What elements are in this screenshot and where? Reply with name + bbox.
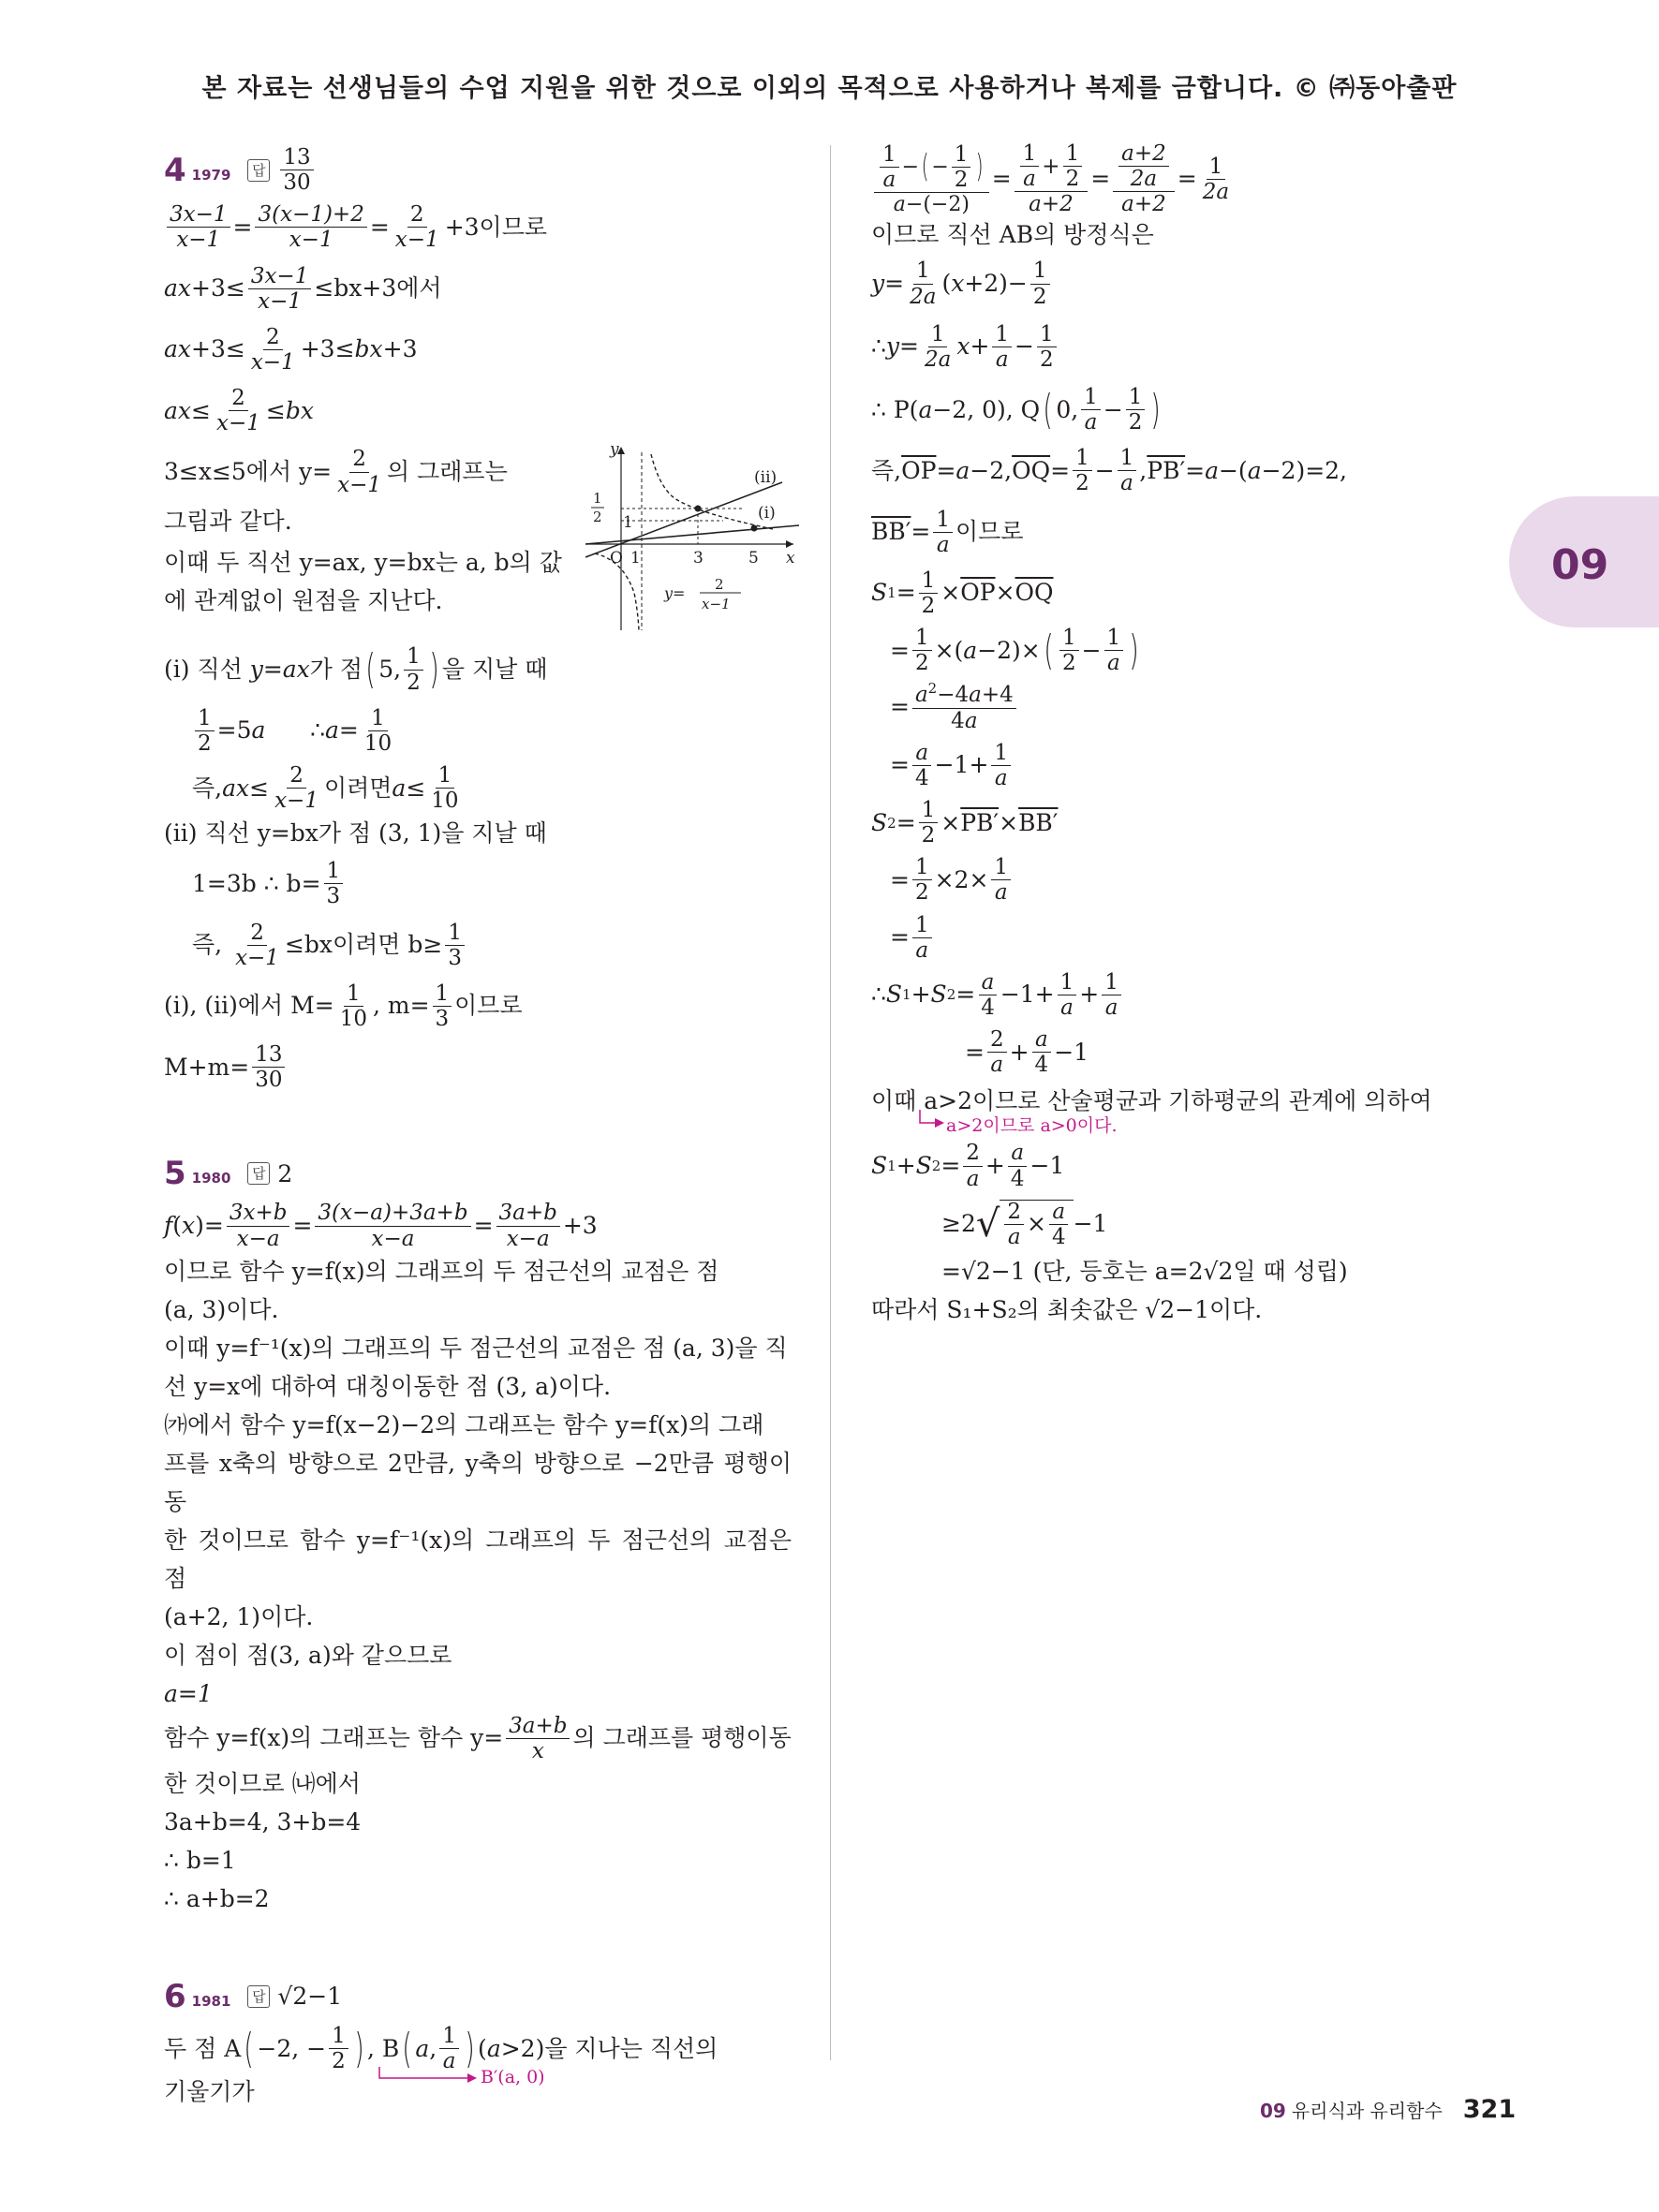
q5-line-4: 이때 y=f⁻¹(x)의 그래프의 두 점근선의 교점은 점 (a, 3)을 직 bbox=[164, 1334, 788, 1362]
graph-half-d: 2 bbox=[593, 509, 602, 526]
footer-chapter: 09 bbox=[1260, 2100, 1286, 2122]
am-gm-note-arrow bbox=[918, 1108, 946, 1132]
q4-para-4: 에 관계없이 원점을 지난다. bbox=[164, 587, 443, 615]
q5-line-7: 프를 x축의 방향으로 2만큼, y축의 방향으로 −2만큼 평행이동 bbox=[164, 1449, 792, 1515]
s1-def: S 1 = $\frac{1}{2}$ × $\overline{OP}$ × $\overline{OQ}$ bbox=[871, 568, 1054, 618]
q4-case-2-eq: 1=3b ∴ b= $\frac{1}{3}$ bbox=[164, 860, 792, 907]
q5-number: 5 bbox=[164, 1155, 186, 1193]
graph-curve-d: x−1 bbox=[702, 596, 731, 613]
am-gm-note: a>2이므로 a>0이다. bbox=[946, 1115, 1118, 1137]
s1-step-1: = $\frac{1}{2}$ ×( a −2)× ( $\frac{1}{2}$ − $\frac{1}{a}$ ) bbox=[890, 626, 1139, 676]
q4-case-1: (i) 직선 y=ax가 점 ( 5, $\frac{1}{2}$ ) 을 지날 때 bbox=[164, 644, 548, 695]
graph-tick-y1: 1 bbox=[623, 513, 633, 533]
page-footer bbox=[1260, 2095, 1516, 2124]
q4-para-1: 3≤x≤5에서 y= $\frac{2}{x-1}$ 의 그래프는 bbox=[164, 447, 508, 497]
slope-calc: $\frac{1}{a}$ − ( − $\frac{1}{2}$ ) a−(−2) = $\frac{1}{a}$ + $\frac{1}{2}$ a+2 = $\frac{\frac{a+2}{2a}}{a+2}$ = $\frac{1}{2a}$ bbox=[871, 142, 1471, 215]
q5-line-1: f ( x )= $\frac{3x+b}{x-a}$ = $\frac{3(x-a)+3a+b}{x-a}$ = $\frac{3a+b}{x-a}$ +3 bbox=[164, 1201, 598, 1251]
s1-step-2: = $\frac{a^2-4a+4}{4a}$ bbox=[871, 682, 1471, 731]
q4-para-3: 이때 두 직선 y=ax, y=bx는 a, b의 값 bbox=[164, 549, 562, 577]
answer-icon: 답 bbox=[247, 1162, 270, 1185]
right-line-2: 이므로 직선 AB의 방정식은 bbox=[871, 221, 1154, 249]
copyright-banner: 본 자료는 선생님들의 수업 지원을 위한 것으로 이외의 목적으로 사용하거나 복제를 금합니다. © ㈜동아출판 bbox=[201, 74, 1458, 103]
left-column bbox=[164, 140, 795, 2110]
column-divider bbox=[830, 145, 831, 2060]
graph-y-label: y bbox=[610, 443, 619, 460]
q4-case-1-then: 즉, ax ≤ $\frac{2}{x-1}$ 이려면 a ≤ $\frac{1}{10}$ bbox=[192, 762, 459, 814]
q6-line-2: 기울기가 bbox=[164, 2078, 255, 2106]
q5-line-13: 한 것이므로 ㈏에서 bbox=[164, 1769, 361, 1797]
q4-line-3: ax +3≤ $\frac{2}{x-1}$ +3≤ bx +3 bbox=[164, 324, 418, 375]
q5-body bbox=[164, 1252, 792, 1918]
q5-line-15: ∴ b=1 bbox=[164, 1846, 236, 1874]
graph-x-label: x bbox=[786, 549, 795, 568]
s2-def: S 2 = $\frac{1}{2}$ × PB′ × BB′ bbox=[871, 797, 1059, 848]
q5-line-2: 이므로 함수 y=f(x)의 그래프의 두 점근선의 교점은 점 bbox=[164, 1257, 719, 1285]
q5-answer: 2 bbox=[277, 1159, 293, 1187]
q6-note: B′(a, 0) bbox=[481, 2067, 545, 2088]
sum-restate: S 1 + S 2 = $\frac{2}{a}$ + $\frac{a}{4}$ −1 bbox=[871, 1141, 1065, 1191]
q4-case-2-then: 즉, $\frac{2}{x-1}$ ≤bx이려면 b≥ $\frac{1}{3}$ bbox=[164, 922, 792, 969]
right-column bbox=[871, 140, 1471, 1329]
q5-line-16: ∴ a+b=2 bbox=[164, 1884, 270, 1912]
q5-line-14: 3a+b=4, 3+b=4 bbox=[164, 1807, 362, 1836]
graph-label-ii: (ii) bbox=[754, 468, 778, 488]
q4-para-2: 그림과 같다. bbox=[164, 508, 292, 536]
answer-icon: 답 bbox=[247, 159, 270, 182]
q6-answer: √2−1 bbox=[277, 1983, 343, 2011]
am-gm-line: 이때 a>2이므로 산술평균과 기하평균의 관계에 의하여 bbox=[871, 1087, 1432, 1115]
q4-graph-block bbox=[164, 443, 795, 640]
q5-line-5: 선 y=x에 대하여 대칭이동한 점 (3, a)이다. bbox=[164, 1372, 612, 1400]
graph-tick-1: 1 bbox=[630, 549, 641, 568]
q5-id: 1980 bbox=[191, 1170, 231, 1187]
line-ab-eq: y = $\frac{1}{2a}$ ( x +2)− $\frac{1}{2}$ bbox=[871, 259, 1471, 307]
sum-step: = $\frac{2}{a}$ + $\frac{a}{4}$ −1 bbox=[965, 1027, 1089, 1078]
am-gm-ineq: ≥2 √ $\frac{2}{a}$ × $\frac{a}{4}$ −1 bbox=[941, 1199, 1108, 1249]
q6-note-arrow bbox=[378, 2065, 481, 2089]
q6-number: 6 bbox=[164, 1977, 186, 2015]
q5-line-6: ㈎에서 함수 y=f(x−2)−2의 그래프는 함수 y=f(x)의 그래 bbox=[164, 1410, 764, 1438]
points-pq: ∴ P( a −2, 0), Q ( 0, $\frac{1}{a}$ − $\frac{1}{2}$ ) bbox=[871, 384, 1162, 435]
q5-header bbox=[164, 1155, 792, 1192]
s1-step-3: = $\frac{a}{4}$ −1+ $\frac{1}{a}$ bbox=[871, 742, 1471, 789]
min-value-eq: =√2−1 (단, 등호는 a=2√2일 때 성립) bbox=[941, 1257, 1348, 1285]
graph-curve-n: 2 bbox=[715, 576, 724, 594]
q6-header bbox=[164, 1978, 792, 2015]
segment-lengths: 즉, $\overline{OP}$ = a −2, $\overline{OQ}$ = $\frac{1}{2}$ − $\frac{1}{a}$ , PB′ = a −( a −2)=2, bbox=[871, 446, 1347, 496]
graph-curve-label: y= bbox=[664, 584, 686, 603]
q4-line-2: ax +3≤ $\frac{3x-1}{x-1}$ ≤bx+3에서 bbox=[164, 263, 442, 314]
q4-answer: $\frac{13}{30}$ bbox=[280, 146, 313, 194]
q6-line-2-wrap bbox=[164, 2067, 792, 2110]
q5-line-11: a=1 bbox=[164, 1679, 213, 1707]
graph-tick-3: 3 bbox=[693, 549, 704, 568]
s2-step-1: = $\frac{1}{2}$ ×2× $\frac{1}{a}$ bbox=[871, 856, 1471, 904]
q4-number: 4 bbox=[164, 151, 186, 189]
sum-def: ∴ S 1 + S 2 = $\frac{a}{4}$ −1+ $\frac{1}{a}$ + $\frac{1}{a}$ bbox=[871, 971, 1471, 1019]
am-gm-block bbox=[871, 1082, 1471, 1138]
q4-id: 1979 bbox=[191, 166, 231, 184]
q5-line-12: 함수 y=f(x)의 그래프는 함수 y= $\frac{3a+b}{x}$ 의 그래프를 평행이동 bbox=[164, 1713, 792, 1763]
chapter-tab-label: 09 bbox=[1551, 541, 1609, 589]
q4-final: M+m= $\frac{13}{30}$ bbox=[164, 1043, 792, 1091]
q5-line-3: (a, 3)이다. bbox=[164, 1295, 279, 1323]
q5-line-9: (a+2, 1)이다. bbox=[164, 1602, 314, 1630]
q5-line-8: 한 것이므로 함수 y=f⁻¹(x)의 그래프의 두 점근선의 교점은 점 bbox=[164, 1526, 792, 1592]
line-ab-simplified: ∴ y = $\frac{1}{2a}$ x + $\frac{1}{a}$ − $\frac{1}{2}$ bbox=[871, 323, 1471, 371]
answer-icon: 답 bbox=[247, 1985, 270, 2008]
q6-line-1: 두 점 A ( −2, − $\frac{1}{2}$ ) , B ( a , $\frac{1}{a}$ ) ( a >2)을 지나는 직선의 bbox=[164, 2023, 718, 2074]
q4-line-4: ax ≤ $\frac{2}{x-1}$ ≤ bx bbox=[164, 386, 314, 436]
segment-bb: BB′ = $\frac{1}{a}$ 이므로 bbox=[871, 507, 1024, 557]
footer-title: 유리식과 유리함수 bbox=[1291, 2100, 1443, 2122]
graph-label-i: (i) bbox=[758, 504, 776, 524]
q4-case-2: (ii) 직선 y=bx가 점 (3, 1)을 지날 때 bbox=[164, 819, 547, 848]
q4-line-1: $\frac{3x-1}{x-1}$ = $\frac{3(x-1)+2}{x-1}$ = $\frac{2}{x-1}$ +3이므로 bbox=[164, 203, 792, 251]
q4-case-1-eq: $\frac{1}{2}$ =5 a ∴ a = $\frac{1}{10}$ bbox=[164, 707, 792, 755]
q4-conclusion: (i), (ii)에서 M= $\frac{1}{10}$ , m= $\frac{1}{3}$ 이므로 bbox=[164, 981, 523, 1031]
q4-header bbox=[164, 146, 792, 194]
graph-half-n: 1 bbox=[593, 490, 602, 508]
q6-id: 1981 bbox=[191, 1992, 231, 2010]
q4-graph bbox=[585, 443, 801, 640]
chapter-side-tab bbox=[1509, 496, 1659, 627]
page-number: 321 bbox=[1462, 2095, 1517, 2124]
q5-line-10: 이 점이 점(3, a)와 같으므로 bbox=[164, 1641, 452, 1669]
graph-tick-5: 5 bbox=[748, 549, 759, 568]
final-answer-line: 따라서 S₁+S₂의 최솟값은 √2−1이다. bbox=[871, 1295, 1263, 1323]
graph-origin: O bbox=[610, 549, 623, 568]
s2-step-2: = $\frac{1}{a}$ bbox=[871, 914, 1471, 962]
